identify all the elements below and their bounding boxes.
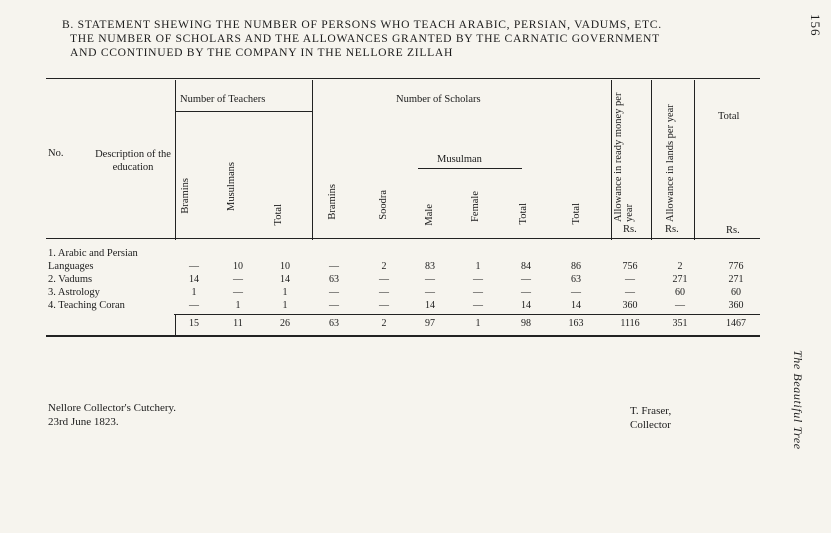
table-cell: —: [379, 287, 389, 298]
table-cell: 63: [329, 274, 339, 285]
table-cell: 1: [282, 287, 288, 298]
table-cell: —: [189, 300, 199, 311]
vertical-rule: [312, 80, 313, 240]
table-cell: 14: [521, 300, 531, 311]
footer-place-date: [48, 401, 176, 429]
col-header-male: Male: [424, 204, 435, 226]
header-scholars-group: Number of Scholars: [396, 94, 481, 105]
header-no: No.: [48, 148, 64, 159]
table-cell: 14: [425, 300, 435, 311]
table-cell: —: [521, 287, 531, 298]
title-line-1: B. STATEMENT SHEWING THE NUMBER OF PERSONS WHO TEACH ARABIC, PERSIAN, VADUMS, ETC.: [62, 18, 662, 31]
row-label: 3. Astrology: [48, 287, 100, 298]
col-header-bramins: Bramins: [180, 178, 191, 214]
header-total-top: Total: [718, 111, 740, 122]
table-cell: —: [473, 274, 483, 285]
table-cell: —: [625, 287, 635, 298]
table-cell: —: [425, 274, 435, 285]
footer-date: 23rd June 1823.: [48, 416, 119, 428]
row-label: 4. Teaching Coran: [48, 300, 125, 311]
col-header-musulmans: Musulmans: [226, 162, 237, 212]
document-title: [62, 18, 762, 60]
table-cell: —: [379, 274, 389, 285]
totals-cell: 98: [521, 318, 531, 329]
totals-top-rule: [174, 314, 760, 315]
col-header-scholar-bramins: Bramins: [327, 184, 338, 220]
table-cell: 60: [675, 287, 685, 298]
table-cell: 271: [672, 274, 688, 285]
table-cell: —: [329, 261, 339, 272]
unit-rs: Rs.: [665, 224, 679, 235]
table-cell: —: [675, 300, 685, 311]
table-cell: —: [625, 274, 635, 285]
table-cell: 14: [189, 274, 199, 285]
table-cell: —: [233, 274, 243, 285]
table-cell: —: [473, 300, 483, 311]
totals-cell: 2: [381, 318, 387, 329]
totals-cell: 1: [475, 318, 481, 329]
vertical-rule: [611, 80, 612, 240]
totals-cell: 1116: [620, 318, 640, 329]
table-cell: 1: [191, 287, 197, 298]
vertical-rule: [694, 80, 695, 240]
teachers-group-rule: [175, 111, 312, 112]
vertical-rule: [175, 80, 176, 240]
book-title: The Beautiful Tree: [791, 350, 805, 450]
col-header-scholars-total: Total: [571, 203, 582, 225]
table-cell: 1: [475, 261, 481, 272]
row-label: 2. Vadums: [48, 274, 93, 285]
musulman-group-rule: [418, 168, 522, 169]
table-cell: —: [189, 261, 199, 272]
table-bottom-rule: [46, 335, 760, 337]
unit-rs: Rs.: [623, 224, 637, 235]
table-cell: —: [329, 300, 339, 311]
table-cell: —: [473, 287, 483, 298]
table-cell: 756: [622, 261, 638, 272]
totals-cell: 63: [329, 318, 339, 329]
totals-cell: 163: [568, 318, 584, 329]
table-cell: 63: [571, 274, 581, 285]
table-cell: 1: [282, 300, 288, 311]
table-cell: 360: [622, 300, 638, 311]
footer-signature: [630, 404, 671, 432]
table-cell: 60: [731, 287, 741, 298]
table-cell: 14: [571, 300, 581, 311]
col-header-soodra: Soodra: [378, 190, 389, 220]
table-cell: —: [379, 300, 389, 311]
table-cell: 83: [425, 261, 435, 272]
vertical-rule: [651, 80, 652, 240]
row-label: 1. Arabic and Persian: [48, 248, 138, 259]
totals-cell: 97: [425, 318, 435, 329]
col-header-teachers-total: Total: [273, 204, 284, 226]
col-header-musulman-total: Total: [518, 203, 529, 225]
col-header-allowance-money: Allowance in ready money per year: [613, 92, 635, 222]
table-cell: 14: [280, 274, 290, 285]
table-cell: 271: [728, 274, 744, 285]
header-teachers-group: Number of Teachers: [180, 94, 266, 105]
table-cell: 776: [728, 261, 744, 272]
page-number: 156: [808, 14, 823, 37]
table-top-rule: [46, 78, 760, 79]
totals-cell: 26: [280, 318, 290, 329]
table-cell: 1: [235, 300, 241, 311]
unit-rs: Rs.: [726, 225, 740, 236]
footer-signer: T. Fraser,: [630, 405, 672, 417]
title-line-3: AND CCONTINUED BY THE COMPANY IN THE NELLORE ZILLAH: [70, 46, 454, 59]
footer-signer-title: Collector: [630, 419, 671, 431]
table-cell: —: [233, 287, 243, 298]
table-cell: 10: [280, 261, 290, 272]
table-cell: 86: [571, 261, 581, 272]
header-description: Description of the education: [95, 149, 171, 173]
title-line-2: THE NUMBER OF SCHOLARS AND THE ALLOWANCES GRANTED BY THE CARNATIC GOVERNMENT: [70, 32, 660, 45]
footer-place: Nellore Collector's Cutchery.: [48, 402, 177, 414]
table-cell: 2: [677, 261, 683, 272]
totals-cell: 15: [189, 318, 199, 329]
table-cell: 2: [381, 261, 387, 272]
table-cell: —: [329, 287, 339, 298]
col-header-allowance-lands: Allowance in lands per year: [665, 104, 676, 222]
col-header-female: Female: [470, 191, 481, 222]
header-musulman-group: Musulman: [437, 154, 482, 165]
table-cell: —: [521, 274, 531, 285]
totals-cell: 351: [672, 318, 688, 329]
header-bottom-rule: [46, 238, 760, 239]
table-cell: 10: [233, 261, 243, 272]
totals-cell: 1467: [726, 318, 746, 329]
table-cell: —: [571, 287, 581, 298]
table-cell: —: [425, 287, 435, 298]
table-cell: 84: [521, 261, 531, 272]
row-label: Languages: [48, 261, 94, 272]
totals-cell: 11: [233, 318, 243, 329]
table-cell: 360: [728, 300, 744, 311]
